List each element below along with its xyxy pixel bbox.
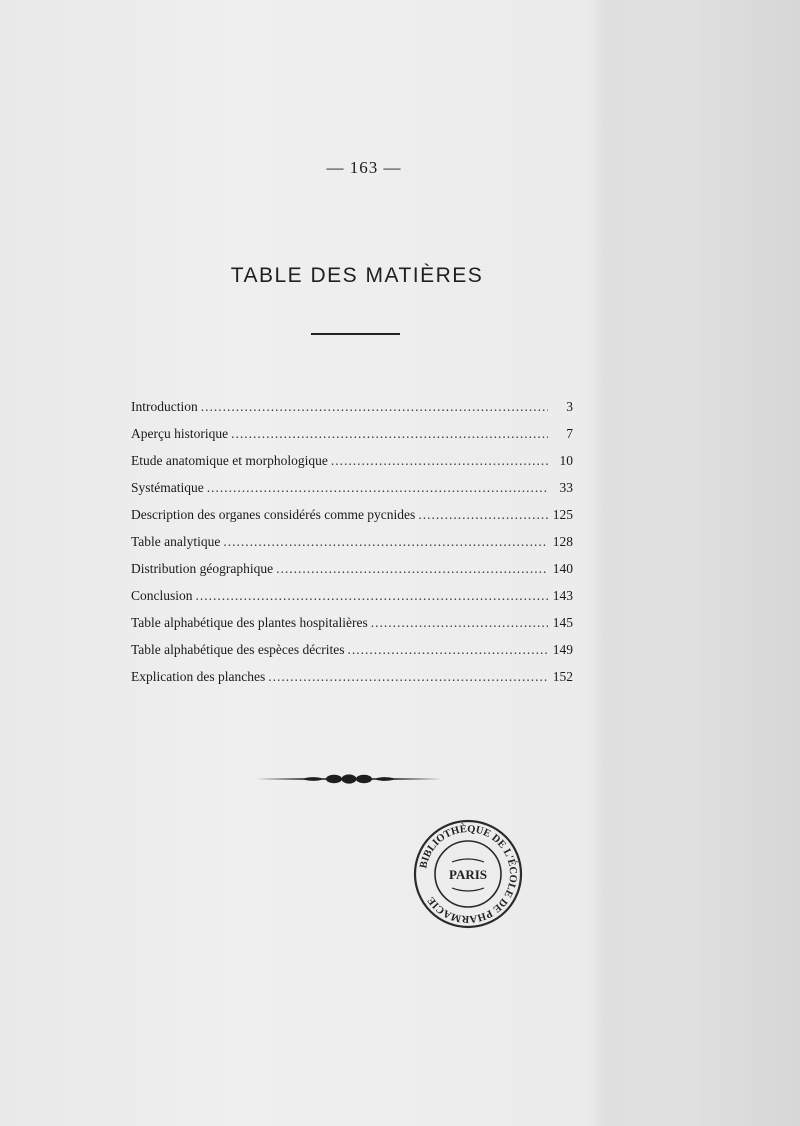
toc-entry-page: 145 (552, 615, 573, 630)
dot-leader (207, 480, 548, 496)
dot-leader (276, 561, 548, 577)
dot-leader (223, 534, 548, 550)
toc-entry-page: 33 (559, 480, 573, 495)
toc-entry (131, 453, 573, 480)
toc-entry (131, 588, 573, 615)
stamp-ring-text: BIBLIOTHÈQUE DE L'ÉCOLE DE PHARMACIE (418, 823, 519, 925)
toc-entry-page: 3 (566, 399, 573, 414)
toc-entry (131, 642, 573, 669)
dot-leader (347, 642, 548, 658)
toc-entry (131, 507, 573, 534)
dot-leader (231, 426, 548, 442)
toc-entry-page: 125 (552, 507, 573, 522)
toc-entry-label: Description des organes considérés comme pycnides (131, 507, 416, 522)
toc-entry (131, 534, 573, 561)
toc-entry-page: 128 (552, 534, 573, 549)
toc-entry-label: Table alphabétique des espèces décrites (131, 642, 345, 657)
dot-leader (201, 399, 548, 415)
toc-entry-label: Etude anatomique et morphologique (131, 453, 328, 468)
toc-entry-page: 7 (566, 426, 573, 441)
toc-entry (131, 399, 573, 426)
toc-entry (131, 561, 573, 588)
title-rule (311, 333, 400, 335)
toc-entry-label: Systématique (131, 480, 204, 495)
toc-entry-label: Aperçu historique (131, 426, 229, 441)
toc-entry-page: 149 (552, 642, 573, 657)
dot-leader (268, 669, 548, 685)
page-title: TABLE DES MATIÈRES (230, 264, 484, 287)
toc-entry-page: 152 (552, 669, 573, 684)
toc-entry-label: Introduction (131, 399, 198, 414)
dot-leader (371, 615, 548, 631)
stamp-center-text: PARIS (448, 867, 488, 882)
toc-entry-label: Explication des planches (131, 669, 266, 684)
toc-entry-label: Table alphabétique des plantes hospitalières (131, 615, 368, 630)
toc-entry-page: 143 (552, 588, 573, 603)
ornament-divider (256, 770, 442, 788)
library-stamp (412, 818, 524, 930)
toc-entry (131, 480, 573, 507)
toc-entry (131, 669, 573, 696)
toc-entry (131, 615, 573, 642)
dot-leader (331, 453, 548, 469)
toc-entry (131, 426, 573, 453)
dot-leader (418, 507, 548, 523)
toc-entry-label: Distribution géographique (131, 561, 274, 576)
table-of-contents (131, 399, 573, 696)
dot-leader (196, 588, 548, 604)
toc-entry-page: 10 (559, 453, 573, 468)
toc-entry-label: Conclusion (131, 588, 193, 603)
page-number: — 163 — (326, 158, 402, 177)
toc-entry-page: 140 (552, 561, 573, 576)
toc-entry-label: Table analytique (131, 534, 221, 549)
